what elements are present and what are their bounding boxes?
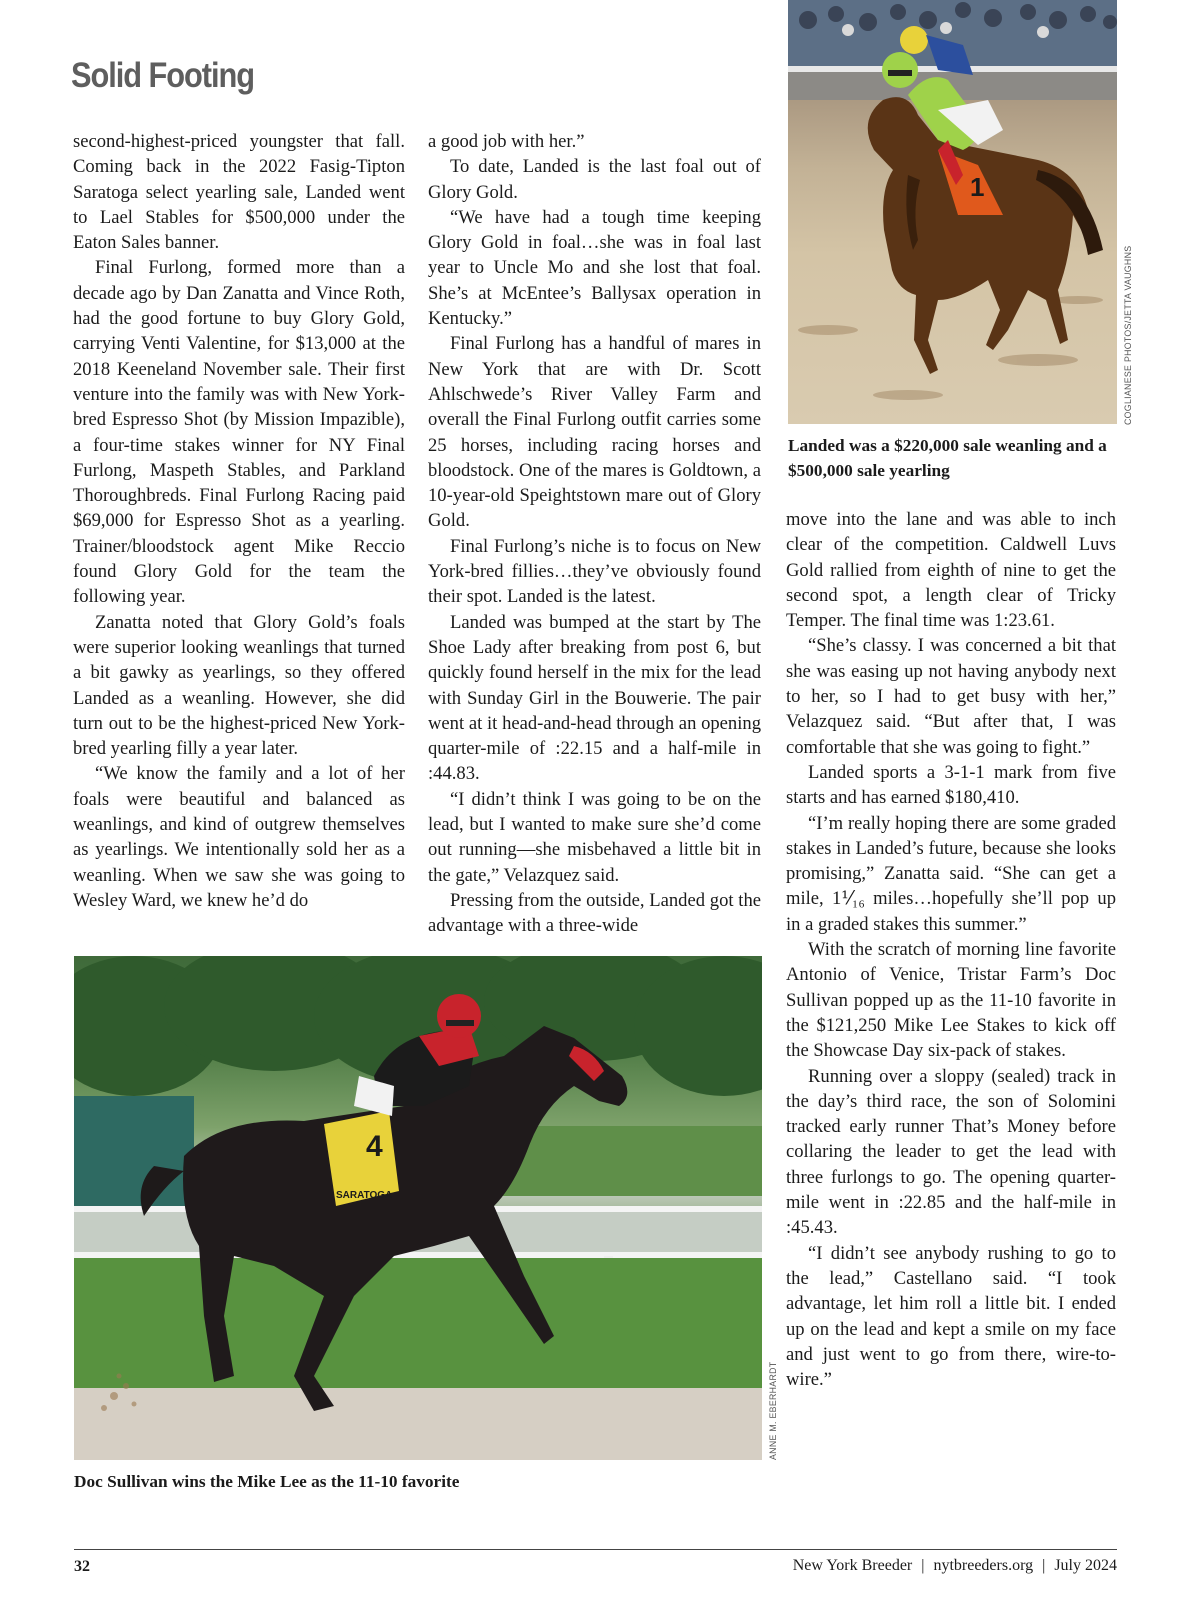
article-paragraph: With the scratch of morning line favorite Antonio of Venice, Tristar Farm’s Doc Sullivan popped up as the 11-10 favorite in the $121,250 Mike Lee Stakes to kick off the Showcase Day six-pack of stakes. [786, 939, 1116, 1062]
article-paragraph: To date, Landed is the last foal out of Glory Gold. [428, 156, 761, 203]
publication-name: New York Breeder [792, 1557, 913, 1574]
article-paragraph: a good job with her.” [428, 131, 585, 152]
article-paragraph: move into the lane and was able to inch clear of the competition. Caldwell Luvs Gold rallied from eighth of nine to get the second spot, a length clear of Tricky Temper. The final time was 1:23.61. [786, 509, 1116, 632]
article-paragraph: “I didn’t think I was going to be on the lead, but I wanted to make sure she’d come out running—she misbehaved a little bit in the gate,” Velazquez said. [428, 788, 761, 886]
article-paragraph: Final Furlong’s niche is to focus on New York-bred fillies…they’ve obviously found their spot. Landed is the latest. [428, 535, 761, 608]
photo-landed [788, 0, 1117, 424]
article-paragraph: Final Furlong has a handful of mares in New York that are with Dr. Scott Ahlschwede’s River Valley Farm and overall the Final Furlong outfit carries some 25 horses, including racing horses and bloodstock. One of the mares is Goldtown, a 10-year-old Speightstown mare out of Glory Gold. [428, 333, 761, 532]
footer-rule [74, 1549, 1117, 1550]
article-paragraph: Final Furlong, formed more than a decade ago by Dan Zanatta and Vince Roth, had the good fortune to buy Glory Gold, carrying Venti Valentine, for $13,000 at the 2018 Keeneland November sale. Their first venture into the family was with New York-bred Espresso Shot (by Mission Impazible), a four-time stakes winner for NY Final Furlong, Maspeth Stables, and Parkland Thoroughbreds. Final Furlong Racing paid $69,000 for Espresso Shot as a yearling. Trainer/bloodstock agent Mike Reccio found Glory Gold for the team the following year. [73, 257, 405, 608]
article-paragraph: “We know the family and a lot of her foals were beautiful and balanced as weanlings, and kind of outgrew themselves as yearlings. We intentionally sold her as a weanling. When we saw she was going to Wesley Ward, we knew he’d do [73, 763, 405, 911]
website-link[interactable]: nytbreeders.org [933, 1557, 1034, 1574]
photo-credit-top: COGLIANESE PHOTOS/JETTA VAUGHNS [1123, 245, 1133, 425]
photo-caption-bottom: Doc Sullivan wins the Mike Lee as the 11-10 favorite [74, 1472, 460, 1491]
article-paragraph: “I didn’t see anybody rushing to go to the lead,” Castellano said. “I took advantage, let him roll a little bit. I ended up on the lead and kept a smile on my face and just went to go from there, wire-to-wire.” [786, 1242, 1116, 1391]
article-column-2 [428, 129, 761, 939]
footer-separator: | [1042, 1557, 1046, 1574]
article-column-3 [786, 507, 1116, 1392]
page-number: 32 [74, 1558, 90, 1575]
issue-date: July 2024 [1054, 1557, 1117, 1574]
article-paragraph: second-highest-priced youngster that fall. Coming back in the 2022 Fasig-Tipton Saratoga select yearling sale, Landed went to Lael Stables for $500,000 under the Eaton Sales banner. [73, 131, 405, 254]
article-column-1 [73, 129, 405, 913]
article-paragraph: “She’s classy. I was concerned a bit that she was easing up not having anybody next to her, so I had to get busy with her,” Velazquez said. “But after that, I was comfortable that she was going to fight.” [786, 635, 1116, 758]
footer-separator: | [921, 1557, 925, 1574]
section-title: Solid Footing [71, 56, 254, 95]
saddle-cloth-text-bottom: SARATOGA [336, 1190, 393, 1201]
article-paragraph: “We have had a tough time keeping Glory Gold in foal…she was in foal last year to Uncle Mo and she lost that foal. She’s at McEntee’s Ballysax operation in Kentucky.” [428, 206, 761, 330]
photo-landed-illustration [788, 0, 1117, 424]
photo-credit-bottom: ANNE M. EBERHARDT [768, 1361, 778, 1460]
saddle-cloth-number-top: 1 [970, 172, 985, 202]
article-paragraph: Pressing from the outside, Landed got the advantage with a three-wide [428, 889, 761, 937]
article-paragraph: Landed sports a 3-1-1 mark from five starts and has earned $180,410. [786, 761, 1116, 809]
footer-publication-info [793, 1557, 1117, 1575]
photo-doc-sullivan-illustration [74, 956, 762, 1460]
article-paragraph: “I’m really hoping there are some graded stakes in Landed’s future, because she looks promising,” Zanatta said. “She can get a mile, 1⅟₁₆ miles…hopefully she’ll pop up in a graded stakes this summer.” [786, 812, 1116, 935]
saddle-cloth-number-bottom: 4 [366, 1130, 383, 1163]
article-paragraph: Zanatta noted that Glory Gold’s foals were superior looking weanlings that turned a bit gawky as yearlings, so they offered Landed as a weanling. However, she did turn out to be the highest-priced New York-bred yearling filly a year later. [73, 611, 405, 760]
photo-doc-sullivan [74, 956, 762, 1460]
article-paragraph: Running over a sloppy (sealed) track in the day’s third race, the son of Solomini tracked early runner That’s Money before collaring the leader to get the lead with three furlongs to go. The opening quarter-mile went in :22.85 and the half-mile in :45.43. [786, 1065, 1116, 1239]
article-paragraph: Landed was bumped at the start by The Shoe Lady after breaking from post 6, but quickly found herself in the mix for the lead with Sunday Girl in the Bouwerie. The pair went at it head-and-head through an opening quarter-mile of :22.15 and a half-mile in :44.83. [428, 611, 761, 785]
photo-caption-top: Landed was a $220,000 sale weanling and a $500,000 sale yearling [788, 436, 1107, 480]
